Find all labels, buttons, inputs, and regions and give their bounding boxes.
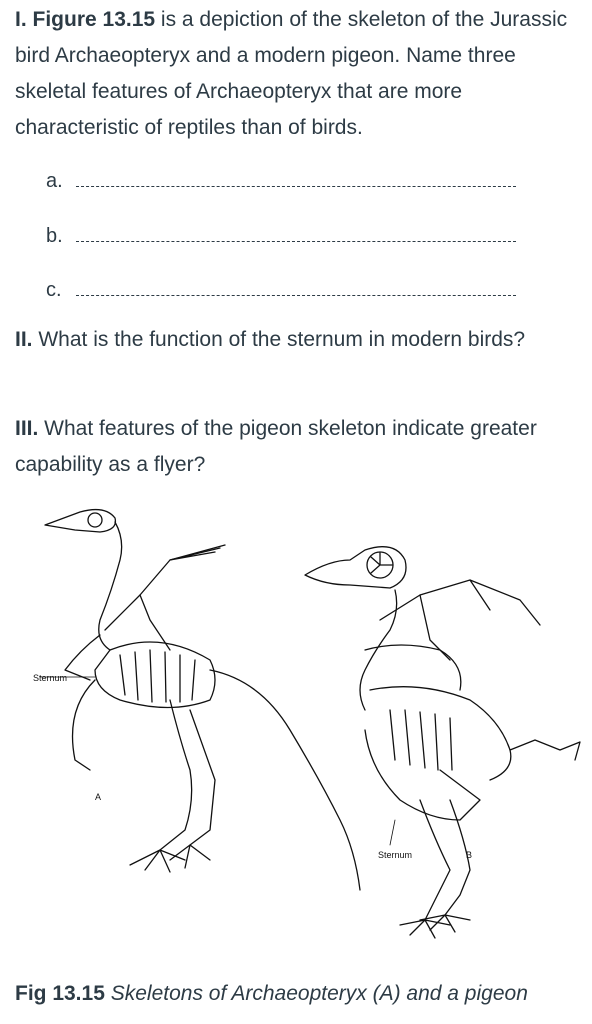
answer-blank-c[interactable] [76, 283, 516, 296]
sternum-b-label: Sternum [378, 850, 413, 860]
answer-line-a[interactable] [46, 170, 516, 193]
sternum-b-pointer [390, 820, 395, 845]
figure-caption [15, 982, 528, 1006]
question-3-number: III. [15, 417, 39, 440]
label-b: B [466, 850, 473, 860]
question-1-number: I. [15, 8, 27, 31]
label-a: A [95, 792, 102, 802]
caption-prefix: Fig 13.15 [15, 982, 105, 1005]
question-2-text: What is the function of the sternum in modern birds? [32, 328, 526, 351]
question-2-number: II. [15, 328, 33, 351]
question-3-text: What features of the pigeon skeleton indicate greater capability as a flyer? [15, 417, 537, 476]
answer-line-c[interactable] [46, 279, 516, 302]
answer-label-b: b. [46, 225, 63, 247]
answer-label-a: a. [46, 170, 63, 192]
question-2 [15, 322, 575, 358]
question-1 [15, 2, 575, 146]
answer-blank-b[interactable] [76, 229, 516, 242]
answer-line-b[interactable] [46, 225, 516, 248]
archaeopteryx-skeleton [45, 510, 360, 890]
pigeon-skeleton [305, 547, 580, 938]
sternum-a-label: Sternum [33, 673, 68, 683]
question-3 [15, 411, 575, 483]
figure-reference: Figure 13.15 [32, 8, 156, 31]
caption-text: Skeletons of Archaeopteryx (A) and a pigeon [110, 982, 528, 1005]
answer-label-c: c. [46, 279, 62, 301]
answer-blank-a[interactable] [76, 174, 516, 187]
question-1-text: is a depiction of the skeleton of the Jurassic bird Archaeopteryx and a modern pigeon. Name three skeletal features of Archaeopteryx that are more characteristic of reptiles than of birds. [15, 8, 568, 139]
skeleton-figure [20, 500, 585, 970]
